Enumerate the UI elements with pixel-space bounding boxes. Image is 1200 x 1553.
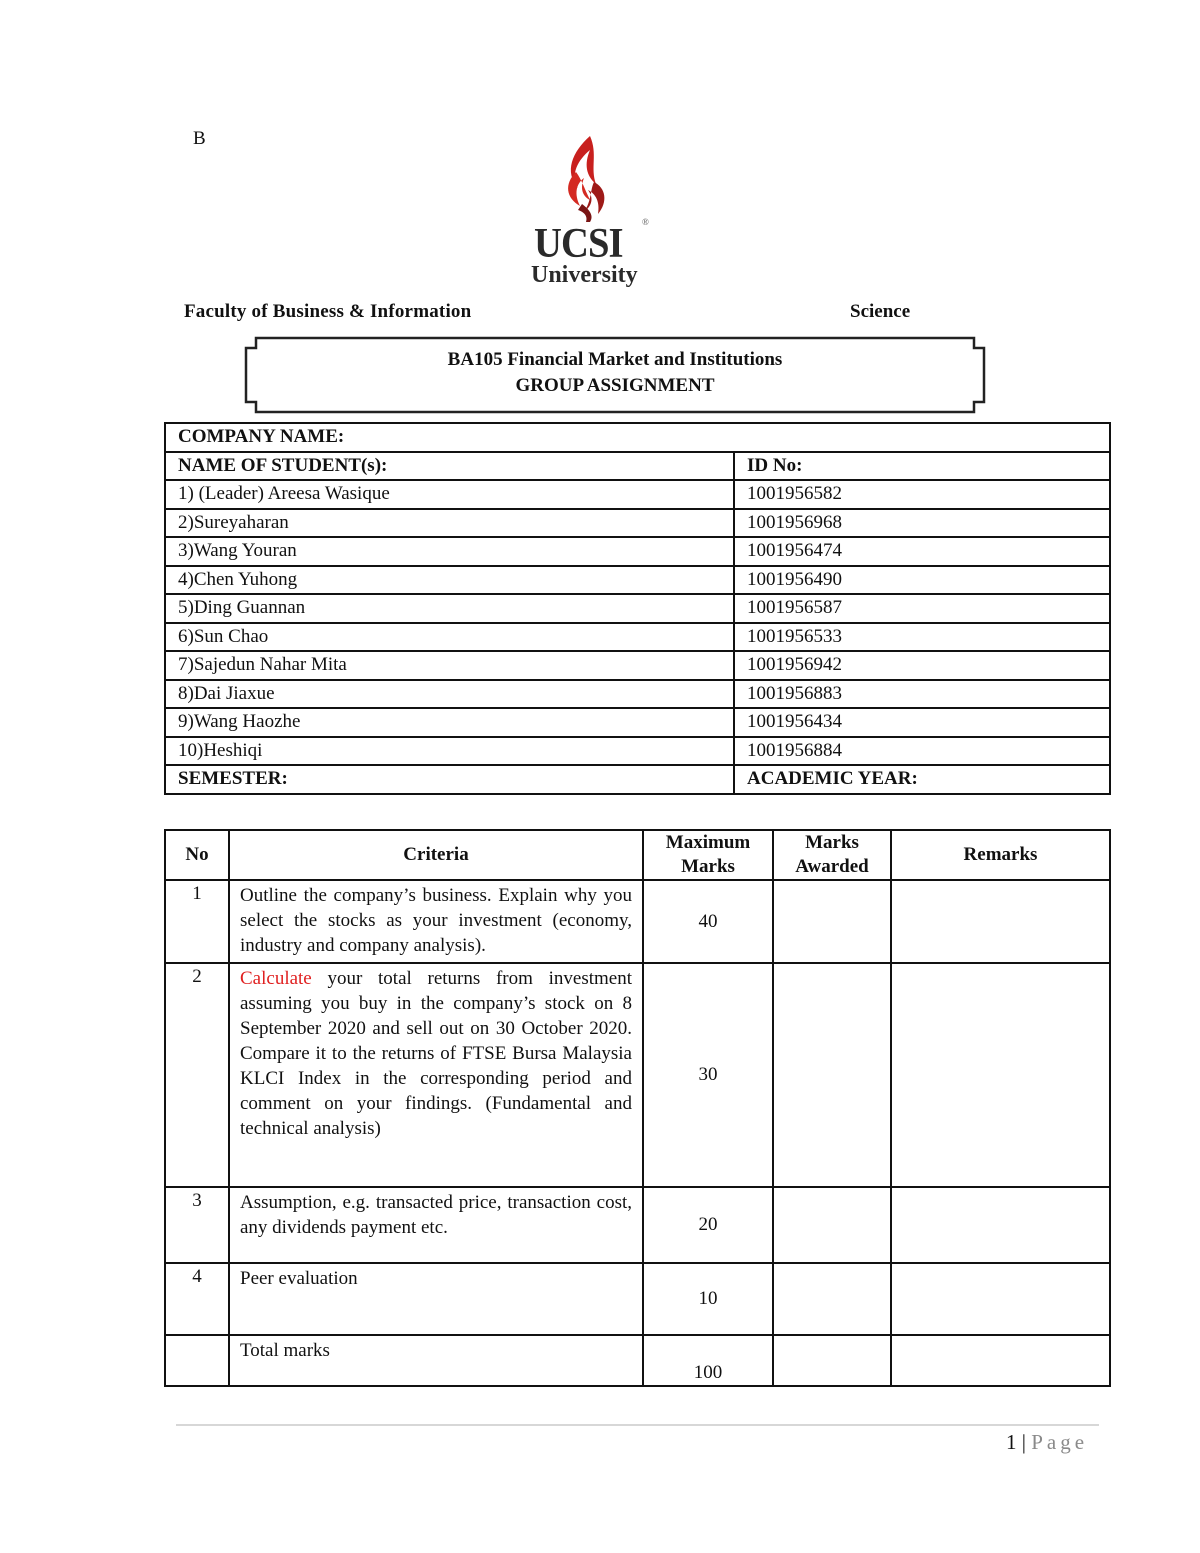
max-marks: 30	[643, 963, 773, 1187]
total-number-cell	[165, 1335, 229, 1386]
student-id: 1001956474	[734, 537, 1110, 566]
row-number: 3	[165, 1187, 229, 1263]
marks-awarded-cell[interactable]	[773, 1263, 891, 1335]
flame-icon	[520, 132, 660, 222]
criteria-body: your total returns from investment assuming you buy in the company’s stock on 8 September 2020 and sell out on 30 October 2020. Compare it to the returns of FTSE Bursa Malaysia KLCI Index in the corresponding period and comment on your findings. (Fundamental and technical analysis)	[240, 968, 632, 1139]
criteria-text	[229, 963, 643, 1187]
student-name: 5)Ding Guannan	[165, 594, 734, 623]
header-remarks: Remarks	[891, 830, 1110, 880]
course-banner	[244, 336, 986, 414]
max-marks: 40	[643, 880, 773, 963]
student-id: 1001956942	[734, 651, 1110, 680]
faculty-name-continued: Science	[850, 301, 911, 322]
row-number: 2	[165, 963, 229, 1187]
criteria-text: Outline the company’s business. Explain why you select the stocks as your investment (economy, industry and company analysis).	[229, 880, 643, 963]
id-label: ID No:	[734, 452, 1110, 481]
logo-university-text: University	[531, 262, 638, 288]
criteria-text: Peer evaluation	[229, 1263, 643, 1335]
student-id: 1001956490	[734, 566, 1110, 595]
rubric-header-row	[165, 830, 1110, 880]
student-id: 1001956434	[734, 708, 1110, 737]
student-info-table	[164, 422, 1111, 795]
student-id: 1001956884	[734, 737, 1110, 766]
student-name: 7)Sajedun Nahar Mita	[165, 651, 734, 680]
header-criteria: Criteria	[229, 830, 643, 880]
corner-letter: B	[193, 128, 206, 149]
criteria-text: Assumption, e.g. transacted price, transaction cost, any dividends payment etc.	[229, 1187, 643, 1263]
table-row	[165, 537, 1110, 566]
total-awarded-cell[interactable]	[773, 1335, 891, 1386]
page-number: 1	[1006, 1430, 1017, 1454]
course-title: BA105 Financial Market and Institutions	[447, 349, 783, 370]
remarks-cell[interactable]	[891, 1263, 1110, 1335]
marks-awarded-cell[interactable]	[773, 963, 891, 1187]
assignment-type: GROUP ASSIGNMENT	[515, 375, 715, 396]
student-id: 1001956587	[734, 594, 1110, 623]
table-row	[165, 509, 1110, 538]
table-row	[165, 623, 1110, 652]
marking-rubric-table	[164, 829, 1111, 1387]
table-row	[165, 651, 1110, 680]
table-row	[165, 1187, 1110, 1263]
students-label: NAME OF STUDENT(s):	[165, 452, 734, 481]
total-row	[165, 1335, 1110, 1386]
table-row	[165, 680, 1110, 709]
university-logo	[520, 132, 660, 297]
criteria-highlight: Calculate	[240, 968, 312, 989]
table-row	[165, 594, 1110, 623]
table-row	[165, 708, 1110, 737]
student-id: 1001956968	[734, 509, 1110, 538]
header-no: No	[165, 830, 229, 880]
table-row	[165, 880, 1110, 963]
header-max-marks: Maximum Marks	[643, 830, 773, 880]
student-name: 6)Sun Chao	[165, 623, 734, 652]
page-label: Page	[1031, 1430, 1089, 1454]
row-number: 4	[165, 1263, 229, 1335]
table-row	[165, 566, 1110, 595]
total-max-marks: 100	[643, 1335, 773, 1386]
academic-year-label: ACADEMIC YEAR:	[734, 765, 1110, 794]
total-label: Total marks	[229, 1335, 643, 1386]
student-header-row	[165, 452, 1110, 481]
logo-registered-mark: ®	[642, 217, 649, 227]
semester-row	[165, 765, 1110, 794]
student-id: 1001956533	[734, 623, 1110, 652]
header-marks-awarded: Marks Awarded	[773, 830, 891, 880]
table-row	[165, 963, 1110, 1187]
student-id: 1001956883	[734, 680, 1110, 709]
page-footer	[1006, 1430, 1088, 1455]
total-remarks-cell[interactable]	[891, 1335, 1110, 1386]
table-row	[165, 480, 1110, 509]
company-row	[165, 423, 1110, 452]
faculty-name: Faculty of Business & Information	[184, 301, 472, 322]
remarks-cell[interactable]	[891, 963, 1110, 1187]
student-name: 8)Dai Jiaxue	[165, 680, 734, 709]
max-marks: 10	[643, 1263, 773, 1335]
student-name: 1) (Leader) Areesa Wasique	[165, 480, 734, 509]
student-id: 1001956582	[734, 480, 1110, 509]
table-row	[165, 737, 1110, 766]
student-name: 10)Heshiqi	[165, 737, 734, 766]
marks-awarded-cell[interactable]	[773, 1187, 891, 1263]
row-number: 1	[165, 880, 229, 963]
student-name: 2)Sureyaharan	[165, 509, 734, 538]
remarks-cell[interactable]	[891, 880, 1110, 963]
footer-divider	[176, 1424, 1099, 1426]
marks-awarded-cell[interactable]	[773, 880, 891, 963]
student-name: 4)Chen Yuhong	[165, 566, 734, 595]
table-row	[165, 1263, 1110, 1335]
student-name: 3)Wang Youran	[165, 537, 734, 566]
footer-separator: |	[1021, 1430, 1026, 1454]
remarks-cell[interactable]	[891, 1187, 1110, 1263]
student-name: 9)Wang Haozhe	[165, 708, 734, 737]
company-name-label: COMPANY NAME:	[165, 423, 1110, 452]
max-marks: 20	[643, 1187, 773, 1263]
logo-ucsi-text: UCSI	[534, 221, 623, 267]
semester-label: SEMESTER:	[165, 765, 734, 794]
